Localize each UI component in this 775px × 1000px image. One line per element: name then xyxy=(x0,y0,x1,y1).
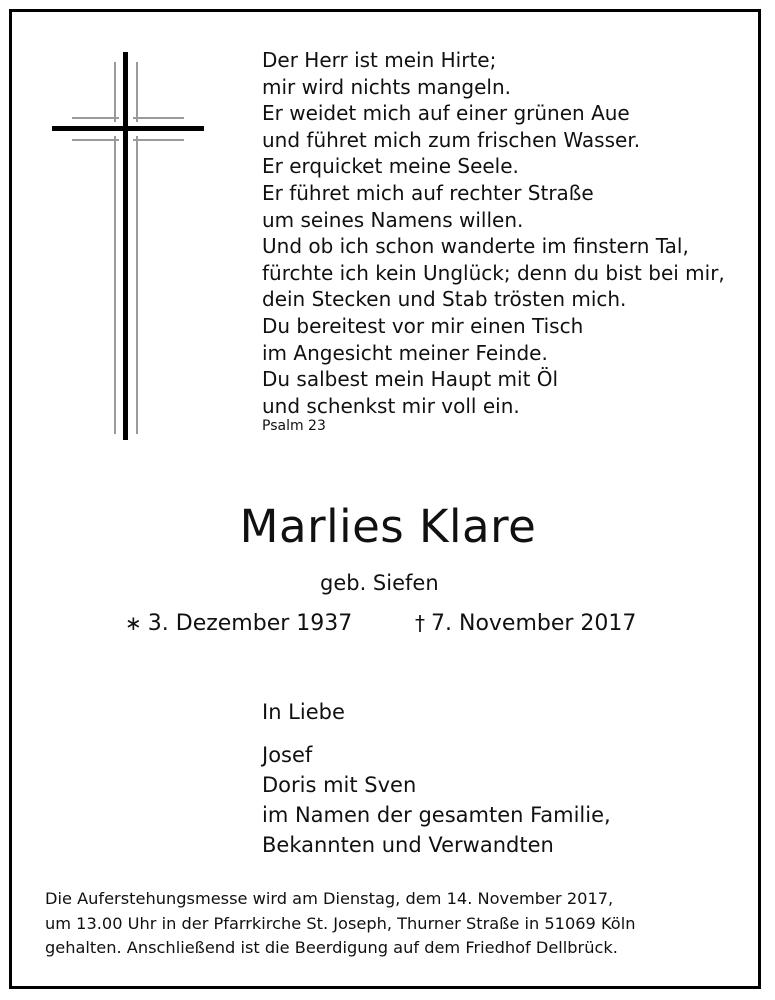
maiden-name: geb. Siefen xyxy=(320,571,439,595)
psalm-line: dein Stecken und Stab trösten mich. xyxy=(262,287,627,312)
mourner-line: Josef xyxy=(262,743,313,767)
psalm-line: fürchte ich kein Unglück; denn du bist bei mir, xyxy=(262,260,725,285)
psalm-line: Du salbest mein Haupt mit Öl xyxy=(262,367,559,392)
psalm-line: Der Herr ist mein Hirte; xyxy=(262,48,497,72)
death-date-line xyxy=(415,611,636,636)
psalm-line: um seines Namens willen. xyxy=(262,207,524,232)
mourners-intro: In Liebe xyxy=(262,700,345,724)
obituary-frame xyxy=(9,9,761,989)
mourner-line: im Namen der gesamten Familie, xyxy=(262,803,611,827)
cross-icon xyxy=(52,52,212,442)
notice-line: gehalten. Anschließend ist die Beerdigung auf dem Friedhof Dellbrück. xyxy=(45,938,618,957)
psalm-text xyxy=(262,47,725,419)
psalm-line: Du bereitest vor mir einen Tisch xyxy=(262,313,584,338)
psalm-line: Er erquicket meine Seele. xyxy=(262,154,519,179)
mourner-line: Doris mit Sven xyxy=(262,773,417,797)
notice-line: um 13.00 Uhr in der Pfarrkirche St. Joseph, Thurner Straße in 51069 Köln xyxy=(45,913,636,933)
psalm-line: im Angesicht meiner Feinde. xyxy=(262,340,548,365)
psalm-line: Er führet mich auf rechter Straße xyxy=(262,180,594,205)
psalm-line: mir wird nichts mangeln. xyxy=(262,74,511,99)
psalm-line: Er weidet mich auf einer grünen Aue xyxy=(262,101,630,126)
death-date: 7. November 2017 xyxy=(431,611,637,636)
death-dagger-icon: † xyxy=(415,611,425,635)
mourners-list xyxy=(262,740,611,860)
mourner-line: Bekannten und Verwandten xyxy=(262,833,554,857)
birth-star-icon: ∗ xyxy=(125,611,142,635)
psalm-reference: Psalm 23 xyxy=(262,418,326,434)
birth-date-line xyxy=(125,611,352,636)
notice-line: Die Auferstehungsmesse wird am Dienstag, dem 14. November 2017, xyxy=(45,889,614,908)
funeral-notice xyxy=(45,887,635,961)
deceased-name: Marlies Klare xyxy=(239,500,537,553)
psalm-line: und schenkst mir voll ein. xyxy=(262,393,520,418)
psalm-line: Und ob ich schon wanderte im finstern Tal, xyxy=(262,234,689,259)
birth-date: 3. Dezember 1937 xyxy=(147,611,353,636)
psalm-line: und führet mich zum frischen Wasser. xyxy=(262,127,641,152)
